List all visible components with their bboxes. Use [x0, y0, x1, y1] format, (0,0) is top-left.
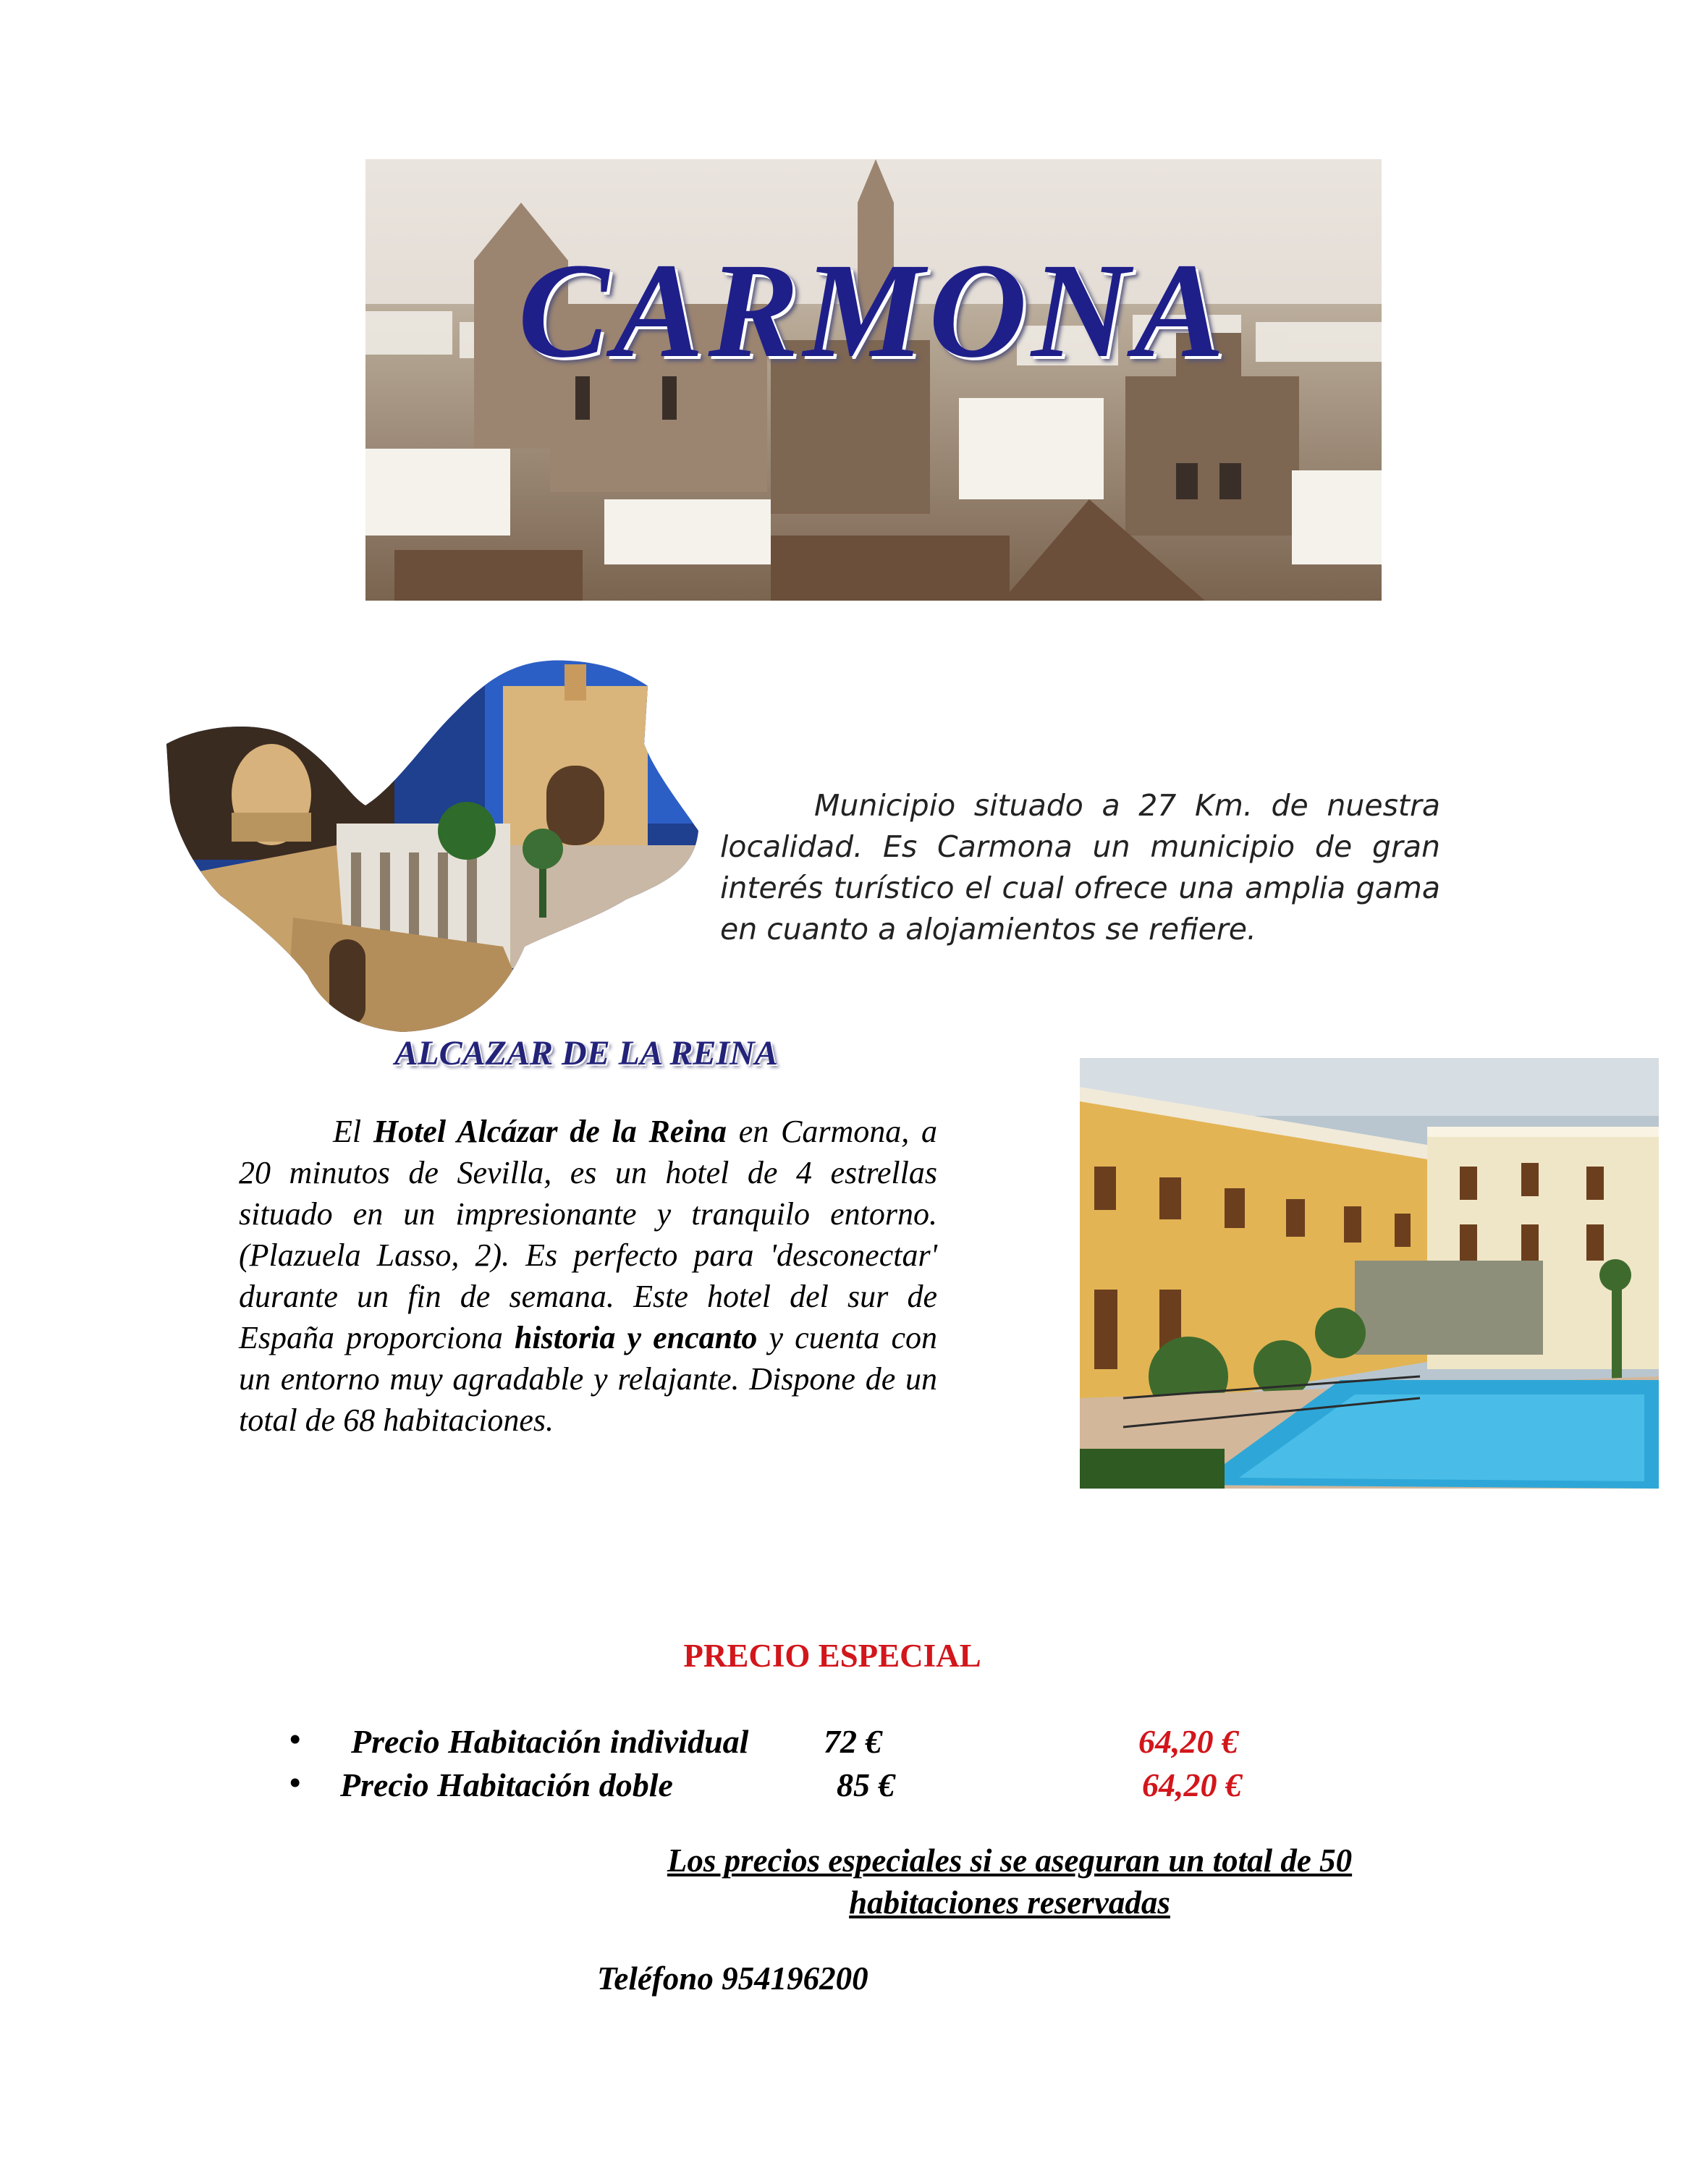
price-row-double [289, 1766, 1303, 1809]
hotel-highlight: historia y encanto [514, 1320, 758, 1355]
price-regular: 85 € [837, 1766, 895, 1803]
hotel-name: Hotel Alcázar de la Reina [373, 1114, 727, 1149]
header-banner [365, 159, 1382, 601]
hotel-heading: ALCAZAR DE LA REINA [394, 1034, 778, 1072]
page-title: CARMONA [517, 234, 1230, 386]
bullet-icon: • [289, 1722, 301, 1757]
intro-text: Municipio situado a 27 Km. de nuestra localidad. Es Carmona un municipio de gran interés turístico el cual ofrece una amplia gama en cuanto a alojamientos se refiere. [720, 788, 1440, 947]
price-conditions: Los precios especiales si se aseguran un total de 50 habitaciones reservadas [667, 1842, 1353, 1921]
contact-phone: Teléfono 954196200 [597, 1960, 868, 1997]
price-label: Precio Habitación doble [340, 1766, 673, 1803]
price-label: Precio Habitación individual [351, 1723, 749, 1760]
intro-paragraph [720, 785, 1440, 950]
hotel-text-part-2: en Carmona, a 20 minutos de Sevilla, es un hotel de 4 estrellas situado en un impresionante y tranquilo entorno. (Plazuela Lasso, 2). Es perfecto para 'desconectar' durante un fin de semana. Este hotel del sur de España proporciona [239, 1114, 938, 1355]
price-regular: 72 € [824, 1723, 882, 1760]
bullet-icon: • [289, 1765, 301, 1800]
hotel-text-part-3: y cuenta con un entorno muy agradable y relajante. Dispone de un total de 68 habitaciones. [239, 1320, 937, 1438]
hotel-description [239, 1111, 937, 1441]
price-special: 64,20 € [1138, 1723, 1238, 1760]
hotel-courtyard-photo [1080, 1058, 1659, 1489]
hotel-text-part-1: El [333, 1114, 373, 1149]
price-special: 64,20 € [1142, 1766, 1242, 1803]
price-heading: PRECIO ESPECIAL [683, 1638, 981, 1674]
price-row-individual [289, 1722, 1303, 1766]
carmona-collage-image [163, 657, 702, 1033]
